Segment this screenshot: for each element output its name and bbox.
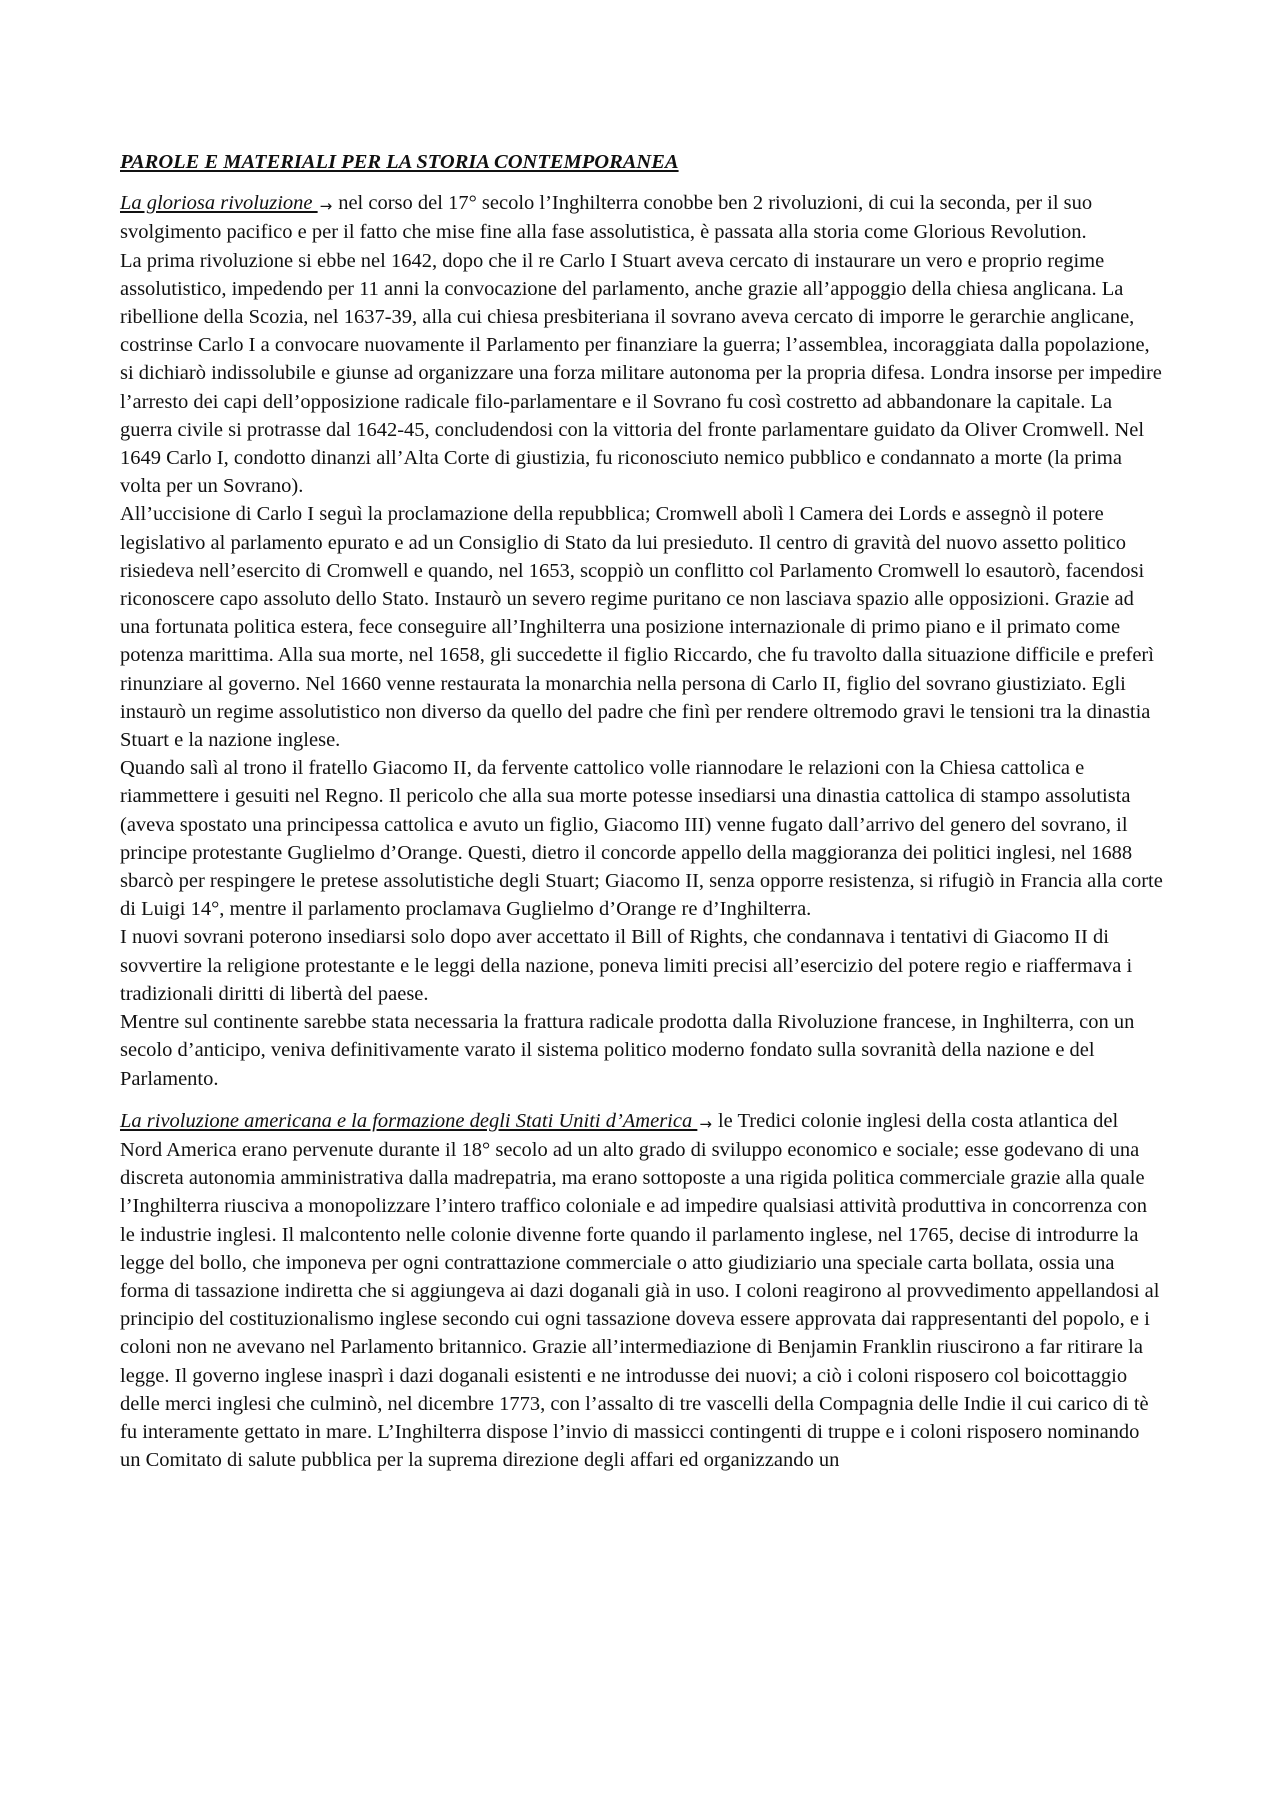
section-gloriosa-rivoluzione [120, 189, 1164, 1093]
document-title: PAROLE E MATERIALI PER LA STORIA CONTEMPORANEA [120, 151, 679, 173]
arrow-right-icon: → [699, 1114, 712, 1133]
section-heading: La gloriosa rivoluzione [120, 192, 318, 215]
paragraph: La prima rivoluzione si ebbe nel 1642, dopo che il re Carlo I Stuart aveva cercato di instaurare un vero e proprio regime assolutistico, impedendo per 11 anni la convocazione del parlamento, anche grazie all’appoggio della chiesa anglicana. La ribellione della Scozia, nel 1637-39, alla cui chiesa presbiteriana il sovrano aveva cercato di imporre le gerarchie anglicane, costrinse Carlo I a convocare nuovamente il Parlamento per finanziare la guerra; l’assemblea, incoraggiata dalla popolazione, si dichiarò indissolubile e giunse ad organizzare una forza militare autonoma per la propria difesa. Londra insorse per impedire l’arresto dei capi dell’opposizione radicale filo-parlamentare e il Sovrano fu così costretto ad abbandonare la capitale. La guerra civile si protrasse dal 1642-45, concludendosi con la vittoria del fronte parlamentare guidato da Oliver Cromwell. Nel 1649 Carlo I, condotto dinanzi all’Alta Corte di giustizia, fu riconosciuto nemico pubblico e condannato a morte (la prima volta per un Sovrano). [120, 249, 1162, 498]
section-heading: La rivoluzione americana e la formazione degli Stati Uniti d’America [120, 1109, 698, 1132]
section-lead-paragraph [120, 189, 1164, 246]
paragraph: Mentre sul continente sarebbe stata necessaria la frattura radicale prodotta dalla Rivoluzione francese, in Inghilterra, con un secolo d’anticipo, veniva definitivamente varato il sistema politico moderno fondato sulla sovranità della nazione e del Parlamento. [120, 1011, 1135, 1090]
paragraph: I nuovi sovrani poterono insediarsi solo dopo aver accettato il Bill of Rights, che condannava i tentativi di Giacomo II di sovvertire la religione protestante e le leggi della nazione, poneva limiti precisi all’esercizio del potere regio e riaffermava i tradizionali diritti di libertà del paese. [120, 926, 1133, 1005]
document-body [120, 148, 1164, 1488]
section-lead-text: nel corso del 17° secolo l’Inghilterra conobbe ben 2 rivoluzioni, di cui la seconda, per il suo svolgimento pacifico e per il fatto che mise fine alla fase assolutistica, è passata alla storia come Glorious Revolution. [120, 192, 1093, 244]
paragraph: All’uccisione di Carlo I seguì la proclamazione della repubblica; Cromwell abolì l Camera dei Lords e assegnò il potere legislativo al parlamento epurato e ad un Consiglio di Stato da lui presieduto. Il centro di gravità del nuovo assetto politico risiedeva nell’esercito di Cromwell e quando, nel 1653, scoppiò un conflitto col Parlamento Cromwell lo esautorò, facendosi riconoscere capo assoluto dello Stato. Instaurò un severo regime puritano ce non lasciava spazio alle opposizioni. Grazie ad una fortunata politica estera, fece conseguire all’Inghilterra una posizione internazionale di primo piano e il primato come potenza marittima. Alla sua morte, nel 1658, gli succedette il figlio Riccardo, che fu travolto dalla situazione difficile e preferì rinunziare al governo. Nel 1660 venne restaurata la monarchia nella persona di Carlo II, figlio del sovrano giustiziato. Egli instaurò un regime assolutistico non diverso da quello del padre che finì per rendere oltremodo gravi le tensioni tra la dinastia Stuart e la nazione inglese. [120, 503, 1154, 752]
paragraph: Quando salì al trono il fratello Giacomo II, da fervente cattolico volle riannodare le relazioni con la Chiesa cattolica e riammettere i gesuiti nel Regno. Il pericolo che alla sua morte potesse insediarsi una dinastia cattolica di stampo assolutista (aveva spostato una principessa cattolica e avuto un figlio, Giacomo III) venne fugato dall’arrivo del genero del sovrano, il principe protestante Guglielmo d’Orange. Questi, dietro il concorde appello della maggioranza dei politici inglesi, nel 1688 sbarcò per respingere le pretese assolutistiche degli Stuart; Giacomo II, senza opporre resistenza, si rifugiò in Francia alla corte di Luigi 14°, mentre il parlamento proclamava Guglielmo d’Orange re d’Inghilterra. [120, 757, 1163, 921]
section-lead-text: le Tredici colonie inglesi della costa atlantica del Nord America erano pervenute durante il 18° secolo ad un alto grado di sviluppo economico e sociale; esse godevano di una discreta autonomia amministrativa dalla madrepatria, ma erano sottoposte a una rigida politica commerciale grazie alla quale l’Inghilterra riusciva a monopolizzare l’intero traffico coloniale e ad impedire qualsiasi attività produttiva in concorrenza con le industrie inglesi. Il malcontento nelle colonie divenne forte quando il parlamento inglese, nel 1765, decise di introdurre la legge del bollo, che imponeva per ogni contrattazione commerciale o atto giudiziario una speciale carta bollata, ossia una forma di tassazione indiretta che si aggiungeva ai dazi doganali già in uso. I coloni reagirono al provvedimento appellandosi al principio del costituzionalismo inglese secondo cui ogni tassazione doveva essere approvata dai rappresentanti del popolo, e i coloni non ne avevano nel Parlamento britannico. Grazie all’intermediazione di Benjamin Franklin riuscirono a far ritirare la legge. Il governo inglese inasprì i dazi doganali esistenti e ne introdusse dei nuovi; a ciò i coloni risposero col boicottaggio delle merci inglesi che culminò, nel dicembre 1773, con l’assalto di tre vascelli della Compagnia delle Indie il cui carico di tè fu interamente gettato in mare. L’Inghilterra dispose l’invio di massicci contingenti di truppe e i coloni risposero nominando un Comitato di salute pubblica per la suprema direzione degli affari ed organizzando un [120, 1109, 1160, 1472]
arrow-right-icon: → [319, 197, 333, 216]
section-rivoluzione-americana [120, 1107, 1164, 1475]
section-lead-paragraph [120, 1107, 1164, 1475]
